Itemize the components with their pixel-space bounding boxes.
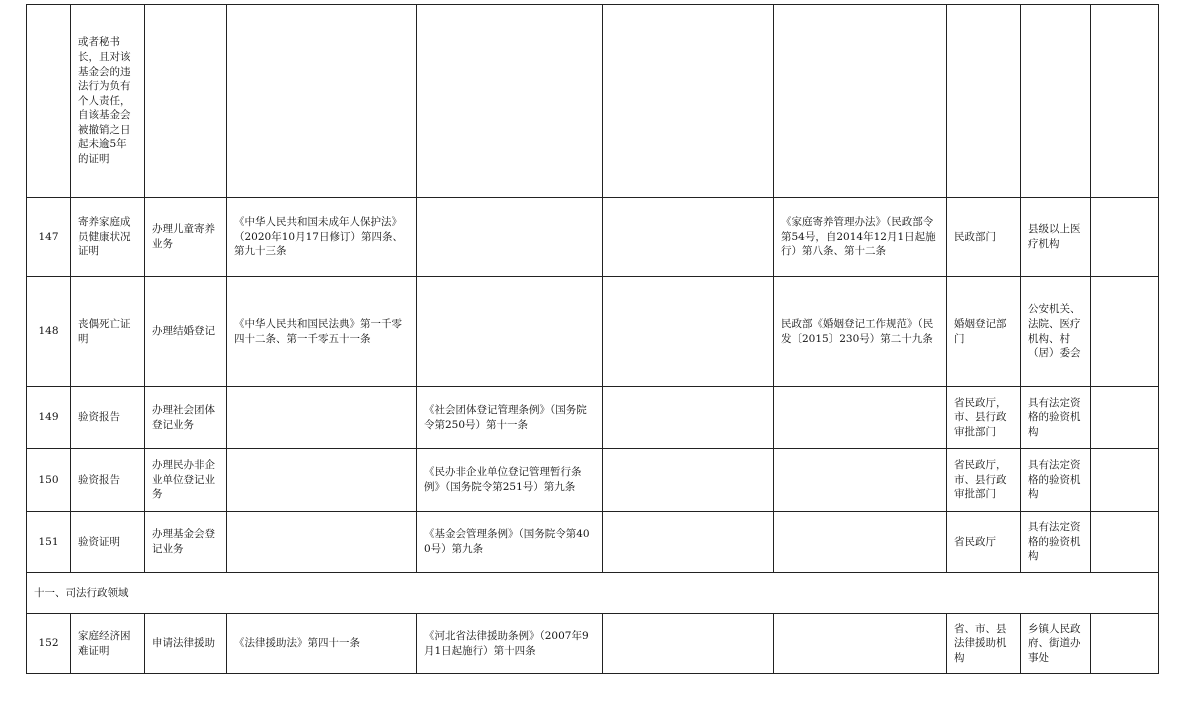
admin-regulation-basis — [417, 198, 603, 277]
row-number: 152 — [27, 614, 71, 674]
service-matter: 办理儿童寄养业务 — [145, 198, 227, 277]
section-heading: 十一、司法行政领域 — [27, 573, 1159, 614]
issuing-department: 省民政厅，市、县行政审批部门 — [947, 387, 1021, 449]
issuing-department: 婚姻登记部门 — [947, 277, 1021, 387]
row-number: 147 — [27, 198, 71, 277]
section-heading-row — [27, 573, 1159, 614]
department-rule-basis: 《家庭寄养管理办法》（民政部令第54号，自2014年12月1日起施行）第八条、第十二条 — [774, 198, 947, 277]
table-row — [27, 387, 1159, 449]
admin-regulation-basis — [417, 277, 603, 387]
certificate-provider: 公安机关、法院、医疗机构、村（居）委会 — [1021, 277, 1091, 387]
note-cell — [1091, 614, 1159, 674]
local-regulation-basis — [603, 512, 774, 573]
note-cell — [1091, 512, 1159, 573]
department-rule-basis: 民政部《婚姻登记工作规范》（民发〔2015〕230号）第二十九条 — [774, 277, 947, 387]
department-rule-basis — [774, 512, 947, 573]
table-row — [27, 449, 1159, 512]
law-basis: 《中华人民共和国未成年人保护法》（2020年10月17日修订）第四条、第九十三条 — [227, 198, 417, 277]
law-basis — [227, 5, 417, 198]
table-row — [27, 614, 1159, 674]
service-matter: 办理结婚登记 — [145, 277, 227, 387]
table-row — [27, 277, 1159, 387]
certificate-provider: 县级以上医疗机构 — [1021, 198, 1091, 277]
department-rule-basis — [774, 5, 947, 198]
table-row — [27, 198, 1159, 277]
law-basis — [227, 512, 417, 573]
service-matter: 办理社会团体登记业务 — [145, 387, 227, 449]
certificate-provider: 具有法定资格的验资机构 — [1021, 449, 1091, 512]
service-matter — [145, 5, 227, 198]
issuing-department: 民政部门 — [947, 198, 1021, 277]
issuing-department: 省民政厅 — [947, 512, 1021, 573]
certificate-provider: 具有法定资格的验资机构 — [1021, 512, 1091, 573]
local-regulation-basis — [603, 5, 774, 198]
certificate-name: 丧偶死亡证明 — [71, 277, 145, 387]
local-regulation-basis — [603, 614, 774, 674]
table-row — [27, 5, 1159, 198]
row-number: 149 — [27, 387, 71, 449]
certificate-table — [26, 4, 1159, 674]
issuing-department: 省、市、县法律援助机构 — [947, 614, 1021, 674]
row-number: 150 — [27, 449, 71, 512]
department-rule-basis — [774, 449, 947, 512]
certificate-provider — [1021, 5, 1091, 198]
certificate-provider: 具有法定资格的验资机构 — [1021, 387, 1091, 449]
service-matter: 申请法律援助 — [145, 614, 227, 674]
note-cell — [1091, 5, 1159, 198]
service-matter: 办理民办非企业单位登记业务 — [145, 449, 227, 512]
department-rule-basis — [774, 614, 947, 674]
row-number: 151 — [27, 512, 71, 573]
certificate-name: 验资报告 — [71, 449, 145, 512]
law-basis — [227, 387, 417, 449]
certificate-name: 验资证明 — [71, 512, 145, 573]
issuing-department — [947, 5, 1021, 198]
local-regulation-basis — [603, 449, 774, 512]
admin-regulation-basis — [417, 5, 603, 198]
law-basis — [227, 449, 417, 512]
admin-regulation-basis: 《河北省法律援助条例》（2007年9月1日起施行）第十四条 — [417, 614, 603, 674]
note-cell — [1091, 387, 1159, 449]
certificate-provider: 乡镇人民政府、街道办事处 — [1021, 614, 1091, 674]
note-cell — [1091, 198, 1159, 277]
department-rule-basis — [774, 387, 947, 449]
row-number: 148 — [27, 277, 71, 387]
issuing-department: 省民政厅，市、县行政审批部门 — [947, 449, 1021, 512]
admin-regulation-basis: 《基金会管理条例》（国务院令第400号）第九条 — [417, 512, 603, 573]
local-regulation-basis — [603, 277, 774, 387]
table-row — [27, 512, 1159, 573]
local-regulation-basis — [603, 387, 774, 449]
certificate-name: 或者秘书长，且对该基金会的违法行为负有个人责任，自该基金会被撤销之日起未逾5年的证明 — [71, 5, 145, 198]
law-basis: 《法律援助法》第四十一条 — [227, 614, 417, 674]
admin-regulation-basis: 《民办非企业单位登记管理暂行条例》（国务院令第251号）第九条 — [417, 449, 603, 512]
note-cell — [1091, 277, 1159, 387]
law-basis: 《中华人民共和国民法典》第一千零四十二条、第一千零五十一条 — [227, 277, 417, 387]
local-regulation-basis — [603, 198, 774, 277]
admin-regulation-basis: 《社会团体登记管理条例》（国务院令第250号）第十一条 — [417, 387, 603, 449]
certificate-name: 寄养家庭成员健康状况证明 — [71, 198, 145, 277]
service-matter: 办理基金会登记业务 — [145, 512, 227, 573]
note-cell — [1091, 449, 1159, 512]
certificate-name: 验资报告 — [71, 387, 145, 449]
row-number — [27, 5, 71, 198]
certificate-name: 家庭经济困难证明 — [71, 614, 145, 674]
